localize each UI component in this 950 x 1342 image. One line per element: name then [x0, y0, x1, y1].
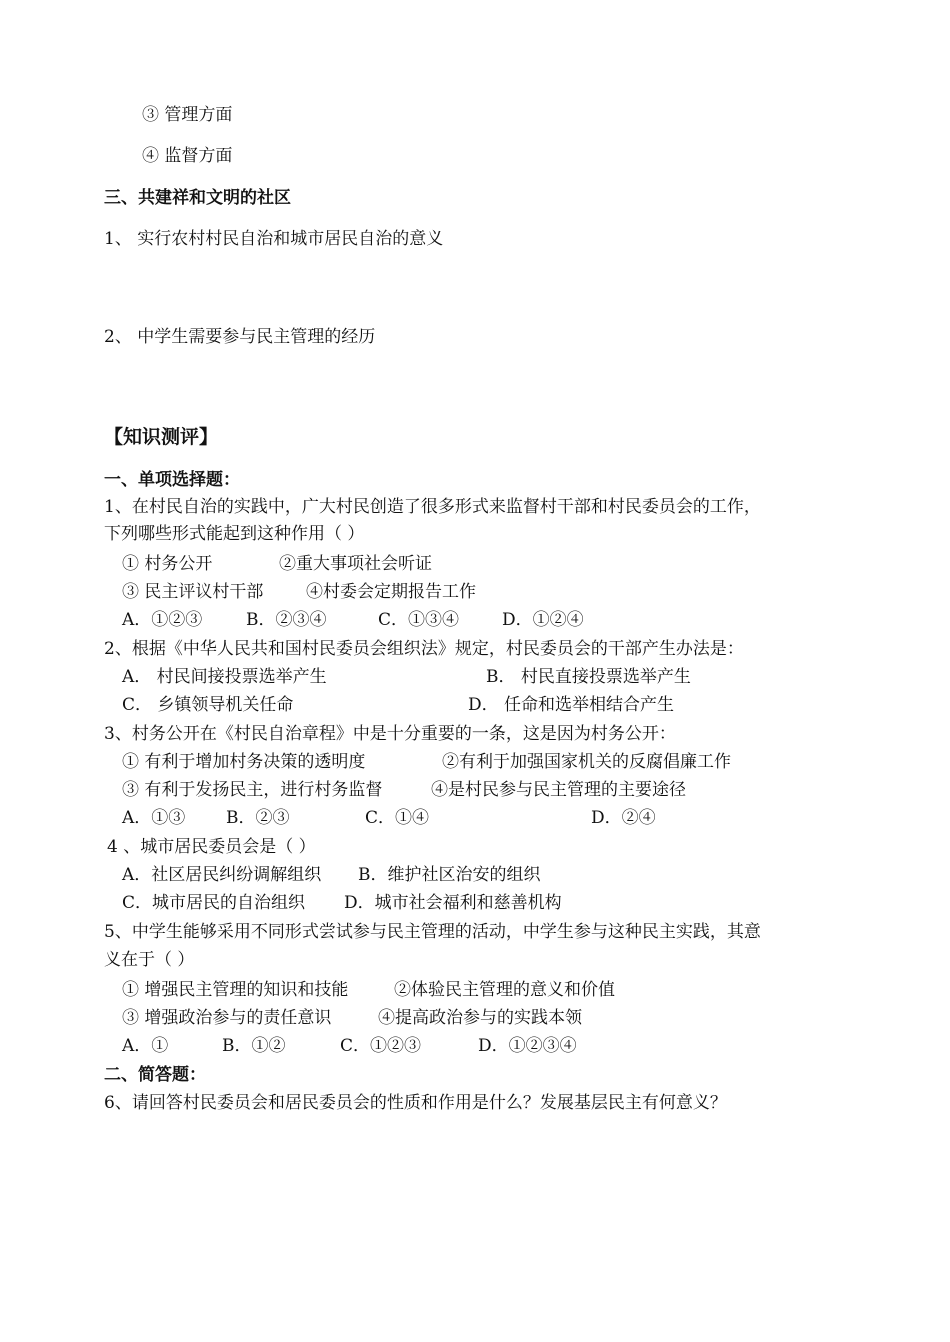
q5-choice-c[interactable]: C．①②③: [340, 1036, 422, 1056]
q2-choice-c[interactable]: C． 乡镇领导机关任命: [122, 695, 294, 715]
q1-stem-line1: 1、在村民自治的实践中，广大村民创造了很多形式来监督村干部和村民委员会的工作，: [104, 497, 761, 517]
section-3-title: 三、共建祥和文明的社区: [104, 188, 291, 208]
q3-statement-2: ②有利于加强国家机关的反腐倡廉工作: [442, 752, 731, 772]
q4-choice-c[interactable]: C．城市居民的自治组织: [122, 893, 306, 913]
q1-statement-2: ②重大事项社会听证: [279, 554, 432, 574]
q5-choice-a[interactable]: A．①: [122, 1036, 169, 1056]
q5-statement-1: ① 增强民主管理的知识和技能: [122, 980, 349, 1000]
q6-stem: 6、请回答村民委员会和居民委员会的性质和作用是什么？发展基层民主有何意义？: [104, 1093, 727, 1113]
q3-statement-1: ① 有利于增加村务决策的透明度: [122, 752, 366, 772]
q1-statement-3: ③ 民主评议村干部: [122, 582, 264, 602]
q3-statement-4: ④是村民参与民主管理的主要途径: [431, 780, 686, 800]
q5-statement-2: ②体验民主管理的意义和价值: [394, 980, 615, 1000]
q2-choice-a[interactable]: A． 村民间接投票选举产生: [122, 667, 327, 687]
q5-stem-line1: 5、中学生能够采用不同形式尝试参与民主管理的活动，中学生参与这种民主实践，其意: [104, 922, 761, 942]
q4-choice-a[interactable]: A．社区居民纠纷调解组织: [122, 865, 322, 885]
q1-choice-c[interactable]: C．①③④: [378, 610, 460, 630]
q2-choice-d[interactable]: D． 任命和选举相结合产生: [468, 695, 675, 715]
q5-choice-d[interactable]: D．①②③④: [478, 1036, 577, 1056]
q2-choice-b[interactable]: B． 村民直接投票选举产生: [486, 667, 691, 687]
q2-stem: 2、根据《中华人民共和国村民委员会组织法》规定，村民委员会的干部产生办法是：: [104, 639, 744, 659]
section-3-point-2: 2、 中学生需要参与民主管理的经历: [104, 327, 376, 347]
q4-choice-b[interactable]: B．维护社区治安的组织: [358, 865, 541, 885]
q3-statement-3: ③ 有利于发扬民主，进行村务监督: [122, 780, 383, 800]
q4-choice-d[interactable]: D．城市社会福利和慈善机构: [344, 893, 562, 913]
part-1-title: 一、单项选择题：: [104, 470, 240, 490]
q3-choice-c[interactable]: C．①④: [365, 808, 430, 828]
q3-stem: 3、村务公开在《村民自治章程》中是十分重要的一条，这是因为村务公开：: [104, 724, 676, 744]
q4-stem: 4 、城市居民委员会是（ ）: [107, 837, 316, 857]
q5-statement-4: ④提高政治参与的实践本领: [378, 1008, 582, 1028]
q1-choice-b[interactable]: B．②③④: [246, 610, 327, 630]
q3-choice-b[interactable]: B．②③: [226, 808, 290, 828]
part-2-title: 二、简答题：: [104, 1065, 206, 1085]
q1-statement-4: ④村委会定期报告工作: [306, 582, 476, 602]
q5-statement-3: ③ 增强政治参与的责任意识: [122, 1008, 332, 1028]
q1-choice-a[interactable]: A．①②③: [122, 610, 203, 630]
q3-choice-d[interactable]: D．②④: [591, 808, 656, 828]
section-3-point-1: 1、 实行农村村民自治和城市居民自治的意义: [104, 229, 444, 249]
q5-stem-line2: 义在于（ ）: [104, 950, 195, 970]
outline-item-3: ③ 管理方面: [142, 105, 233, 125]
quiz-title: 【知识测评】: [104, 426, 219, 448]
q1-choice-d[interactable]: D．①②④: [502, 610, 584, 630]
q1-statement-1: ① 村务公开: [122, 554, 213, 574]
q1-stem-line2: 下列哪些形式能起到这种作用（ ）: [104, 524, 365, 544]
outline-item-4: ④ 监督方面: [142, 146, 233, 166]
q5-choice-b[interactable]: B．①②: [222, 1036, 286, 1056]
q3-choice-a[interactable]: A．①③: [122, 808, 186, 828]
